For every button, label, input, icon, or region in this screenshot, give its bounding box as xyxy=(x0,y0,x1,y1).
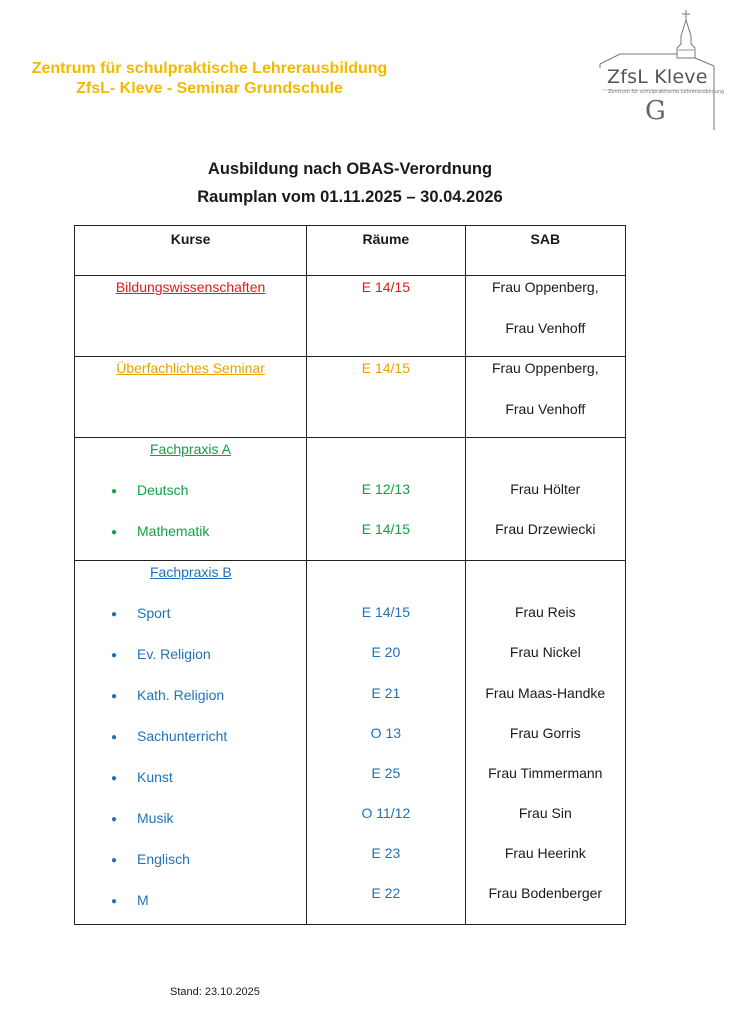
sab-value: Frau Hölter xyxy=(510,481,581,497)
section-fachpraxis-a: Fachpraxis A xyxy=(150,441,231,457)
room-value: E 14/15 xyxy=(361,604,410,620)
course-m: M xyxy=(137,892,149,908)
bullet-icon: ● xyxy=(111,896,118,907)
room-value: E 22 xyxy=(371,885,401,901)
column-header-raeume: Räume xyxy=(307,226,465,276)
table-row xyxy=(75,357,626,438)
sab-value: Frau Gorris xyxy=(509,725,581,741)
sab-value: Frau Venhoff xyxy=(505,320,586,336)
bullet-icon: ● xyxy=(111,650,118,661)
section-fachpraxis-b: Fachpraxis B xyxy=(150,564,232,580)
table-header-row xyxy=(75,226,626,276)
sab-value: Frau Bodenberger xyxy=(488,885,603,901)
course-deutsch: Deutsch xyxy=(137,482,189,498)
sab-value: Frau Nickel xyxy=(509,644,581,660)
bullet-icon: ● xyxy=(111,609,118,620)
room-plan-table xyxy=(74,225,626,925)
course-sachunterricht: Sachunterricht xyxy=(137,728,228,744)
table-row xyxy=(75,438,626,561)
institution-name: Zentrum für schulpraktische Lehrerausbildung xyxy=(31,60,388,77)
sab-value: Frau Timmermann xyxy=(488,765,603,781)
course-mathematik: Mathematik xyxy=(137,523,210,539)
column-header-kurse: Kurse xyxy=(75,226,307,276)
seminar-name: ZfsL- Kleve - Seminar Grundschule xyxy=(76,80,343,97)
course-englisch: Englisch xyxy=(137,851,190,867)
sab-value: Frau Venhoff xyxy=(505,401,586,417)
bullet-icon: ● xyxy=(111,855,118,866)
sab-value: Frau Oppenberg, xyxy=(491,279,599,295)
course-ev-religion: Ev. Religion xyxy=(137,646,211,662)
column-header-sab: SAB xyxy=(465,226,625,276)
sab-value: Frau Reis xyxy=(514,604,576,620)
room-value: O 11/12 xyxy=(361,805,411,821)
sab-value: Frau Sin xyxy=(518,805,572,821)
room-value: E 14/15 xyxy=(361,360,410,376)
room-value: E 21 xyxy=(371,685,401,701)
sab-value: Frau Maas-Handke xyxy=(485,685,606,701)
course-ueberfachliches-seminar: Überfachliches Seminar xyxy=(116,360,265,376)
bullet-icon: ● xyxy=(111,486,118,497)
document-title: Ausbildung nach OBAS-Verordnung xyxy=(207,160,493,178)
course-kath-religion: Kath. Religion xyxy=(137,687,225,703)
room-value: E 25 xyxy=(371,765,401,781)
stand-date: Stand: 23.10.2025 xyxy=(170,986,260,998)
room-value: E 14/15 xyxy=(361,279,410,295)
room-value: E 20 xyxy=(371,644,401,660)
course-sport: Sport xyxy=(137,605,171,621)
bullet-icon: ● xyxy=(111,691,118,702)
course-bildungswissenschaften: Bildungswissenschaften xyxy=(115,279,266,295)
logo-name: ZfsL Kleve xyxy=(607,66,708,88)
room-value: E 14/15 xyxy=(361,521,410,537)
room-value: O 13 xyxy=(370,725,402,741)
bullet-icon: ● xyxy=(111,814,118,825)
sab-value: Frau Oppenberg, xyxy=(491,360,599,376)
logo-letter: G xyxy=(645,96,666,126)
document-subtitle: Raumplan vom 01.11.2025 – 30.04.2026 xyxy=(197,188,503,206)
sab-value: Frau Heerink xyxy=(504,845,586,861)
table-row xyxy=(75,276,626,357)
bullet-icon: ● xyxy=(111,773,118,784)
room-value: E 12/13 xyxy=(361,481,410,497)
bullet-icon: ● xyxy=(111,527,118,538)
room-value: E 23 xyxy=(371,845,401,861)
logo-subtitle: Zentrum für schulpraktische Lehrerausbildung xyxy=(608,89,725,95)
course-musik: Musik xyxy=(137,810,174,826)
course-kunst: Kunst xyxy=(137,769,173,785)
bullet-icon: ● xyxy=(111,732,118,743)
table-row xyxy=(75,561,626,925)
sab-value: Frau Drzewiecki xyxy=(495,521,596,537)
